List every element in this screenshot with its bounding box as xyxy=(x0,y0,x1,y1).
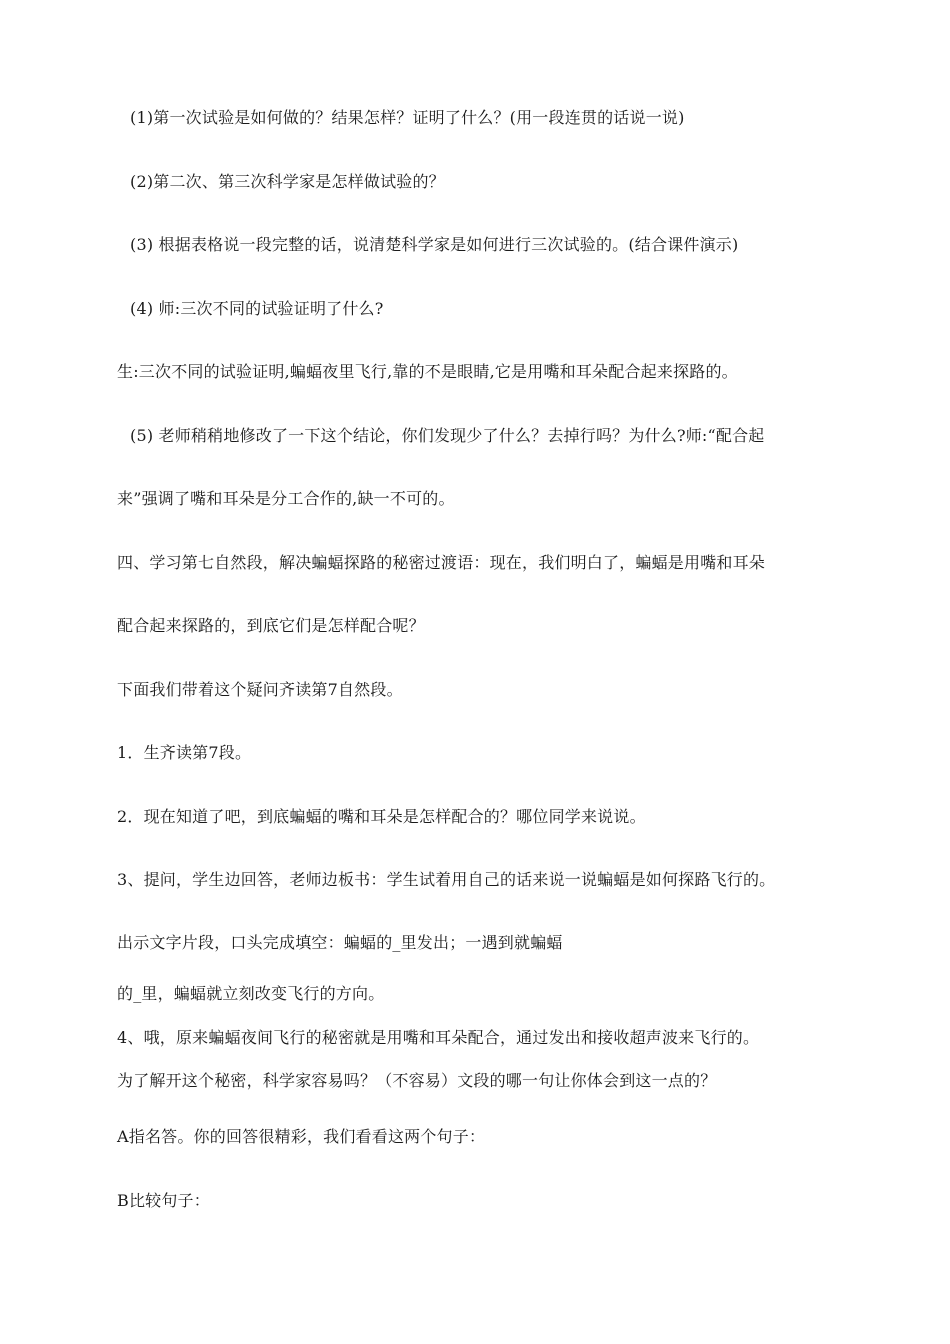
step-2-line: 2．现在知道了吧，到底蝙蝠的嘴和耳朵是怎样配合的？哪位同学来说说。 xyxy=(117,807,646,826)
step-3-line: 3、提问，学生边回答，老师边板书：学生试着用自己的话来说一说蝙蝠是如何探路飞行的。 xyxy=(117,870,776,889)
question-2-line: (2)第二次、第三次科学家是怎样做试验的？ xyxy=(130,172,445,191)
section-4-continuation: 配合起来探路的，到底它们是怎样配合呢？ xyxy=(117,616,425,635)
question-5-line: (5) 老师稍稍地修改了一下这个结论，你们发现少了什么？去掉行吗？为什么?师:“配合起 xyxy=(130,426,765,445)
step-4-line: 4、哦，原来蝙蝠夜间飞行的秘密就是用嘴和耳朵配合，通过发出和接收超声波来飞行的。 xyxy=(117,1028,760,1047)
student-answer-line: 生:三次不同的试验证明,蝙蝠夜里飞行,靠的不是眼睛,它是用嘴和耳朵配合起来探路的。 xyxy=(117,362,738,381)
point-b-line: B比较句子： xyxy=(117,1191,210,1210)
point-a-line: A指名答。你的回答很精彩，我们看看这两个句子： xyxy=(117,1127,486,1146)
question-5-continuation: 来”强调了嘴和耳朵是分工合作的,缺一不可的。 xyxy=(117,489,455,508)
question-4-line: (4) 师:三次不同的试验证明了什么? xyxy=(130,299,384,318)
fill-blank-continuation: 的_里，蝙蝠就立刻改变飞行的方向。 xyxy=(117,984,385,1003)
read-together-line: 下面我们带着这个疑问齐读第7自然段。 xyxy=(117,680,403,699)
question-3-line: (3) 根据表格说一段完整的话，说清楚科学家是如何进行三次试验的。(结合课件演示) xyxy=(130,235,739,254)
step-1-line: 1．生齐读第7段。 xyxy=(117,743,252,762)
step-4-continuation: 为了解开这个秘密，科学家容易吗？（不容易）文段的哪一句让你体会到这一点的？ xyxy=(117,1071,717,1090)
question-1-line: (1)第一次试验是如何做的？结果怎样？证明了什么？(用一段连贯的话说一说) xyxy=(130,108,685,127)
fill-blank-line: 出示文字片段，口头完成填空：蝙蝠的_里发出；一遇到就蝙蝠 xyxy=(117,933,563,952)
section-4-heading-line: 四、学习第七自然段，解决蝙蝠探路的秘密过渡语：现在，我们明白了，蝙蝠是用嘴和耳朵 xyxy=(117,553,766,572)
